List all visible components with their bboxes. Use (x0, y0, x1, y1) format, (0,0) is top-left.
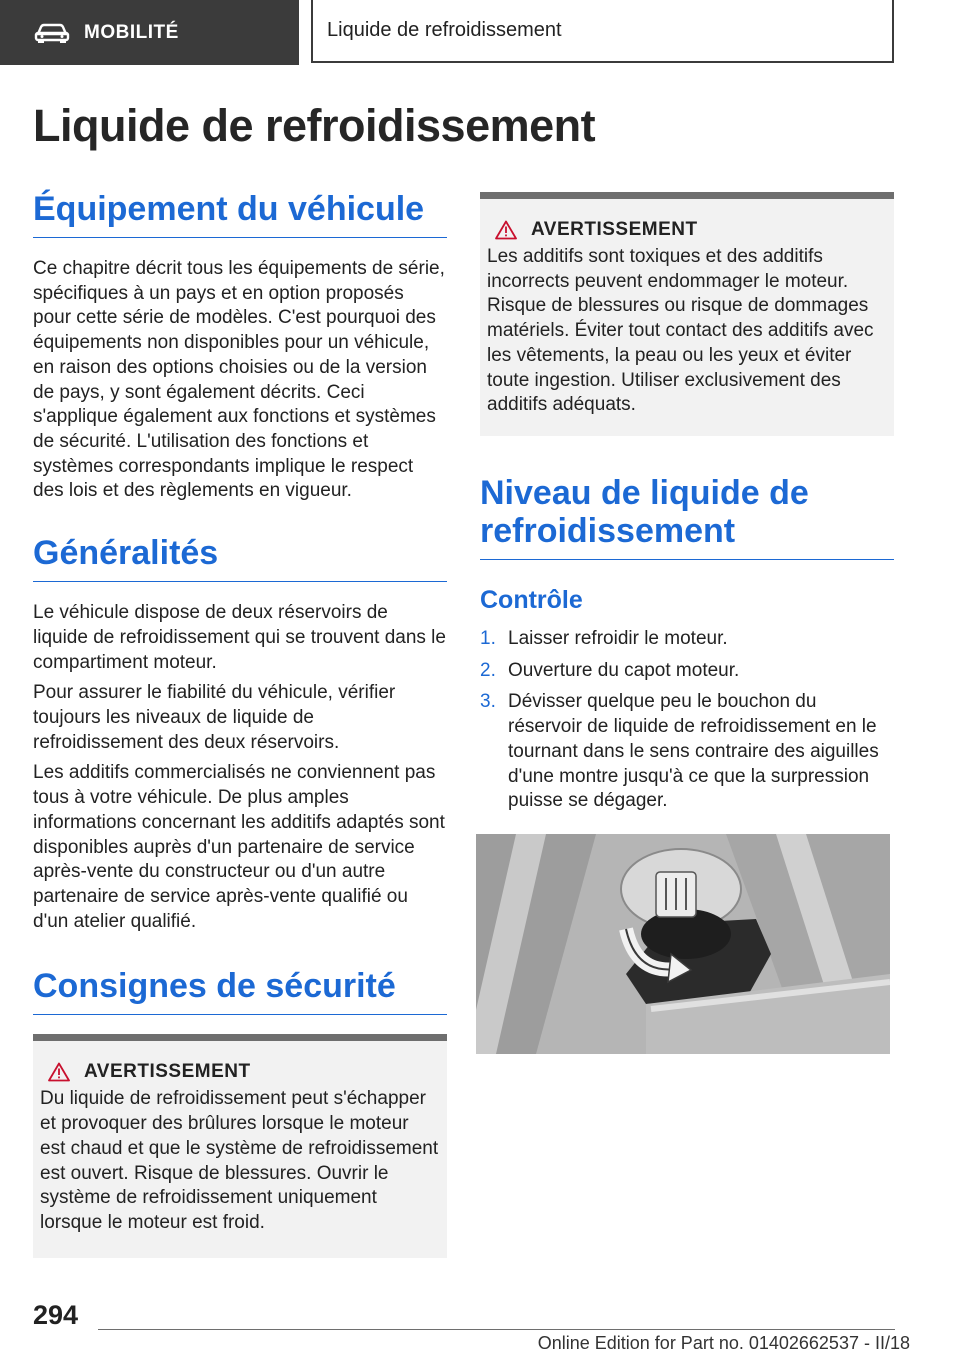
page-number: 294 (33, 1300, 79, 1330)
section-label: MOBILITÉ (84, 21, 179, 43)
chapter-tab (311, 0, 894, 63)
warning-title: AVERTISSEMENT (84, 1061, 251, 1083)
warning-triangle-icon (495, 220, 517, 240)
coolant-cap-photo (476, 834, 890, 1054)
car-icon (34, 22, 70, 44)
heading-general: Généralités (33, 534, 447, 582)
list-item (480, 659, 894, 684)
footer-divider (98, 1329, 895, 1330)
heading-check: Contrôle (480, 586, 583, 615)
footer-edition: Online Edition for Part no. 01402662537 - II/18 (537, 1333, 910, 1353)
warning-text: Du liquide de refroidissement peut s'échapper et provoquer des brûlures lorsque le moteur est chaud et que le système de refroidissement est ouvert. Risque de blessures. Ouvrir le système de refroidissement uniquement lorsque le moteur est froid. (40, 1088, 439, 1233)
step-number: 2. (480, 659, 496, 681)
general-paragraph-3: Les additifs commercialisés ne conviennent pas tous à votre véhicule. De plus amples informations concernant les additifs adaptés sont disponibles auprès d'un partenaire de service après-vente du constructeur ou d'un autre partenaire de service après-vente qualifié ou d'un atelier qualifié. (33, 762, 445, 932)
list-item (480, 627, 894, 652)
warning-text: Les additifs sont toxiques et des additifs incorrects peuvent endommager le moteur. Risque de blessures ou risque de dommages matériels. Éviter tout contact des additifs avec les vêtements, la peau ou les yeux et éviter toute ingestion. Utiliser exclusivement des additifs adéquats. (487, 246, 874, 416)
step-text: Dévisser quelque peu le bouchon du réservoir de liquide de refroidissement en le tournant dans le sens contraire des aiguilles d'une montre jusqu'à ce que la surpression puisse se dégager. (508, 691, 879, 812)
warning-triangle-icon (48, 1062, 70, 1082)
engine-bay-illustration (476, 834, 890, 1054)
check-steps (480, 627, 894, 814)
warning-box-burns (33, 1034, 447, 1257)
step-number: 3. (480, 691, 496, 713)
chapter-label: Liquide de refroidissement (327, 19, 562, 41)
page-title: Liquide de refroidissement (33, 100, 596, 151)
left-column (33, 190, 447, 1258)
step-text: Ouverture du capot moteur. (508, 659, 740, 681)
general-paragraph-1: Le véhicule dispose de deux réservoirs de liquide de refroidissement qui se trouvent dans le compartiment moteur. (33, 602, 446, 673)
general-paragraph-2: Pour assurer le fiabilité du véhicule, vérifier toujours les niveaux de liquide de refroidissement des deux réservoirs. (33, 682, 396, 753)
heading-safety: Consignes de sécurité (33, 967, 447, 1015)
equipment-text-block (33, 257, 447, 504)
step-number: 1. (480, 628, 496, 650)
section-tab (0, 0, 299, 65)
heading-equipment: Équipement du véhicule (33, 190, 447, 238)
equipment-paragraph: Ce chapitre décrit tous les équipements de série, spécifiques à un pays et en option proposés pour cette série de modèles. C'est pourquoi des équipements non disponibles pour un véhicule, en raison des options choisies ou de la version de pays, y sont également décrits. Ceci s'applique également aux fonctions et systèmes de sécurité. L'utilisation des fonctions et systèmes correspondants implique le respect des lois et des règlements en vigueur. (33, 258, 445, 502)
general-text-block (33, 601, 447, 934)
warning-header (40, 1061, 439, 1083)
warning-box-additives (480, 192, 894, 436)
warning-title: AVERTISSEMENT (531, 219, 698, 240)
list-item (480, 690, 894, 814)
step-text: Laisser refroidir le moteur. (508, 628, 728, 650)
warning-header (487, 219, 886, 241)
right-column (480, 192, 894, 821)
heading-coolant-level: Niveau de liquide de refroidissement (480, 474, 894, 560)
